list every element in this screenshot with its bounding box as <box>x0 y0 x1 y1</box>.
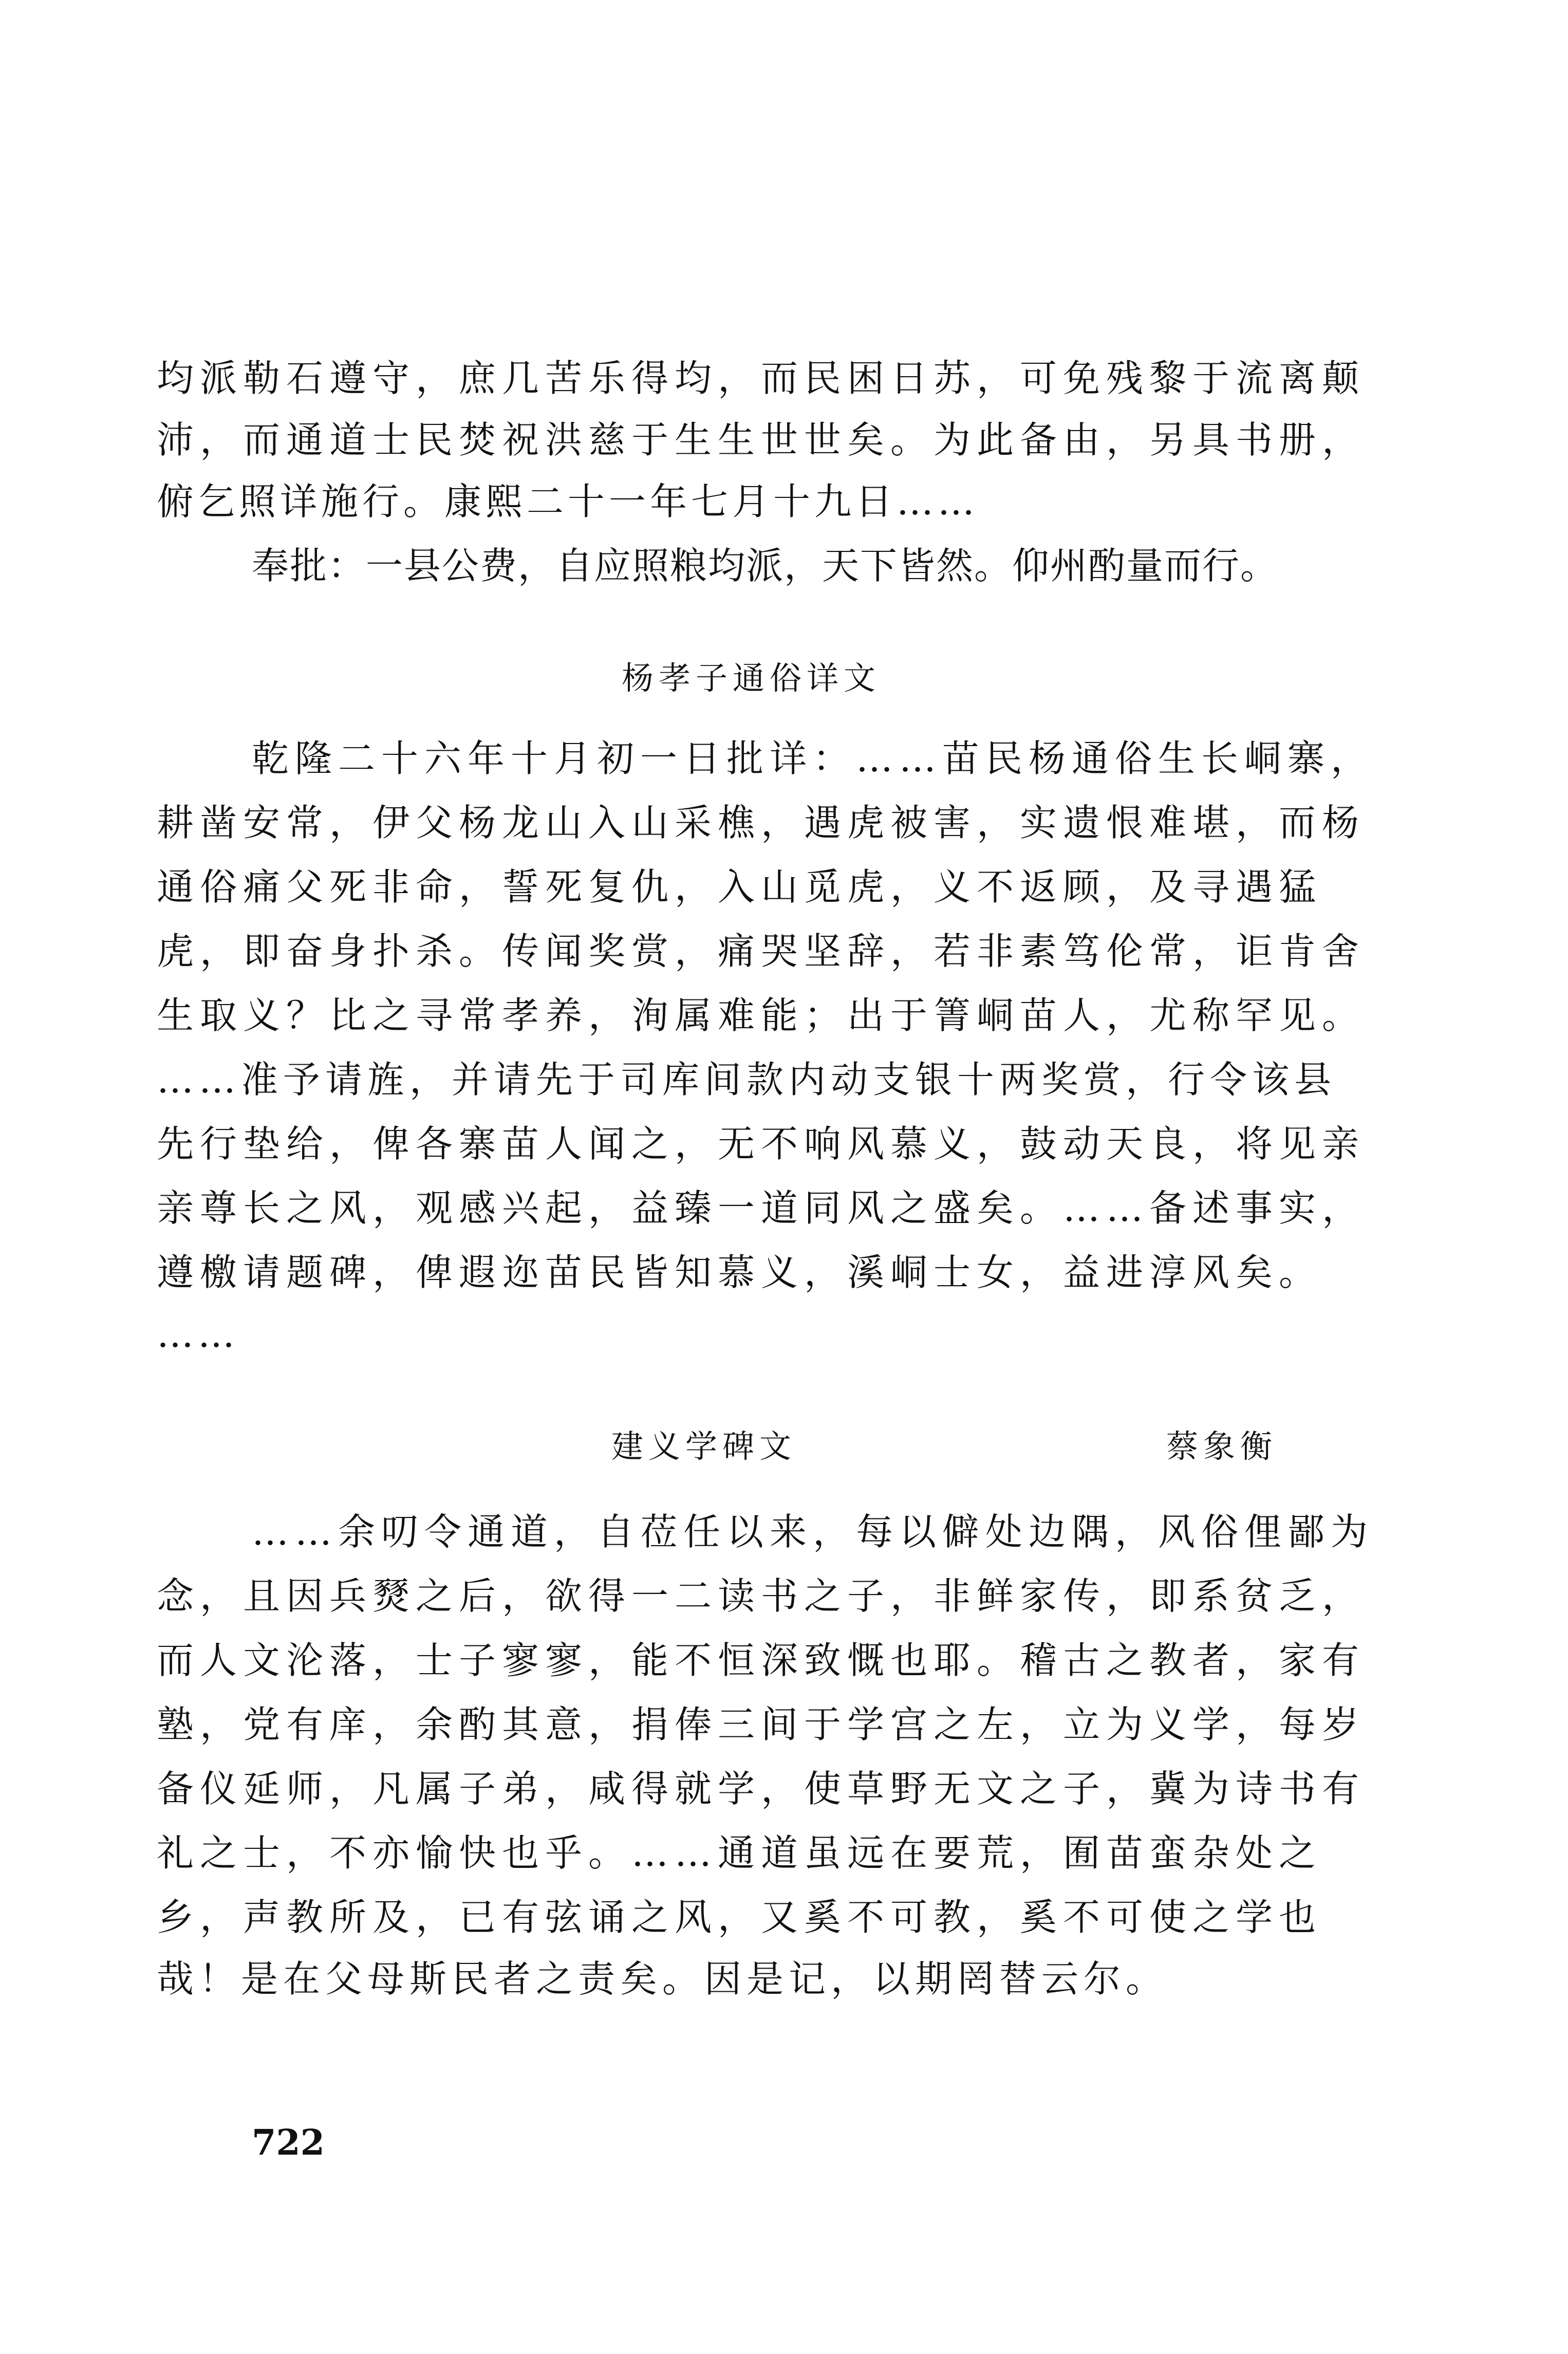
text-line: 遵檄请题碑，俾遐迩苗民皆知慕义，溪峒士女，益进淳风矣。 <box>157 1251 1322 1294</box>
text-line: 哉！是在父母斯民者之责矣。因是记，以期罔替云尔。 <box>157 1957 1168 2000</box>
text-line: 念，且因兵燹之后，欲得一二读书之子，非鲜家传，即系贫乏， <box>157 1574 1366 1618</box>
text-line: 通俗痛父死非命，誓死复仇，入山觅虎，义不返顾，及寻遇猛 <box>157 865 1322 909</box>
section-author: 蔡象衡 <box>1166 1428 1278 1465</box>
text-line: 耕凿安常，伊父杨龙山入山采樵，遇虎被害，实遗恨难堪，而杨 <box>157 801 1366 844</box>
text-line: 俯乞照详施行。康熙二十一年七月十九日…… <box>157 480 979 523</box>
section-title: 杨孝子通俗详文 <box>622 659 881 697</box>
text-line: 礼之士，不亦愉快也乎。……通道虽远在要荒，囿苗蛮杂处之 <box>157 1831 1322 1875</box>
text-line: ……准予请旌，并请先于司库间款内动支银十两奖赏，行令该县 <box>157 1058 1337 1101</box>
text-line: 虎，即奋身扑杀。传闻奖赏，痛哭坚辞，若非素笃伦常，讵肯舍 <box>157 930 1366 973</box>
text-line: 沛，而通道士民焚祝洪慈于生生世世矣。为此备由，另具书册， <box>157 418 1366 461</box>
text-line: 而人文沦落，士子寥寥，能不恒深致慨也耶。稽古之教者，家有 <box>157 1639 1366 1682</box>
text-line: 生取义？比之寻常孝养，洵属难能；出于箐峒苗人，尤称罕见。 <box>157 994 1366 1037</box>
text-line: …… <box>157 1312 239 1356</box>
text-line: 乾隆二十六年十月初一日批详：……苗民杨通俗生长峒寨， <box>252 737 1374 780</box>
text-line: 乡，声教所及，已有弦诵之风，又奚不可教，奚不可使之学也 <box>157 1896 1322 1939</box>
text-line: 亲尊长之风，观感兴起，益臻一道同风之盛矣。……备述事实， <box>157 1187 1366 1230</box>
text-line: 备仪延师，凡属子弟，咸得就学，使草野无文之子，冀为诗书有 <box>157 1767 1366 1810</box>
approval-note: 奉批：一县公费，自应照粮均派，天下皆然。仰州酌量而行。 <box>252 544 1279 587</box>
text-line: 先行垫给，俾各寨苗人闻之，无不响风慕义，鼓动天良，将见亲 <box>157 1122 1366 1165</box>
page-number: 722 <box>252 2122 325 2163</box>
text-line: 均派勒石遵守，庶几苦乐得均，而民困日苏，可免残黎于流离颠 <box>157 357 1366 400</box>
text-line: ……余叨令通道，自莅任以来，每以僻处边隅，风俗俚鄙为 <box>252 1510 1374 1553</box>
text-line: 塾，党有庠，余酌其意，捐俸三间于学宫之左，立为义学，每岁 <box>157 1703 1366 1746</box>
section-title: 建义学碑文 <box>611 1428 797 1465</box>
